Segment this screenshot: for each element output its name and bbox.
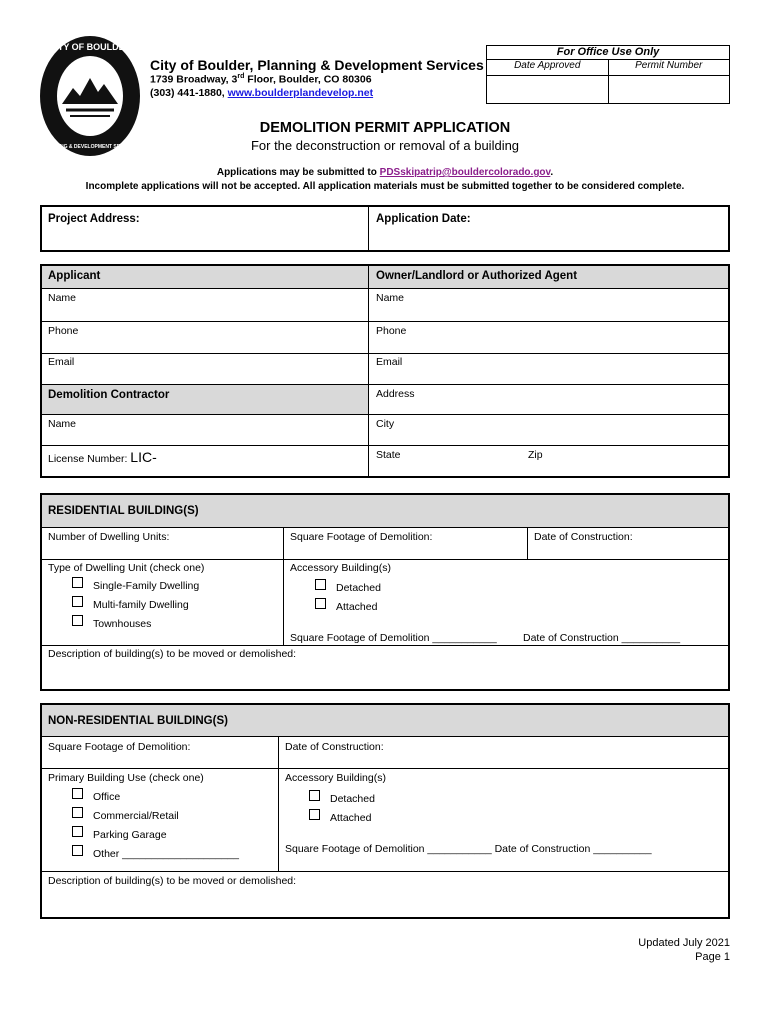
owner-state-field[interactable]: State: [376, 449, 401, 461]
permit-number-label: Permit Number: [609, 60, 730, 76]
website-link[interactable]: www.boulderplandevelop.net: [227, 87, 374, 99]
license-prefix: LIC-: [130, 449, 157, 465]
townhouses-label: Townhouses: [93, 618, 152, 630]
single-family-checkbox[interactable]: [72, 577, 83, 588]
form-subtitle: For the deconstruction or removal of a building: [250, 138, 520, 153]
owner-zip-field[interactable]: Zip: [528, 449, 543, 461]
res-accessory-sq-field[interactable]: Square Footage of Demolition ___________: [290, 632, 497, 644]
form-title: DEMOLITION PERMIT APPLICATION: [259, 120, 511, 136]
other-use-checkbox[interactable]: [72, 845, 83, 856]
applicant-email-field[interactable]: Email: [48, 356, 75, 368]
applicant-header: Applicant: [48, 270, 101, 282]
nonres-detached-checkbox[interactable]: [309, 790, 320, 801]
office-checkbox[interactable]: [72, 788, 83, 799]
logo-text-top: CITY OF BOULDER: [48, 42, 132, 52]
parking-garage-label: Parking Garage: [93, 829, 167, 841]
office-use-title: For Office Use Only: [487, 46, 729, 60]
date-approved-label: Date Approved: [487, 60, 608, 76]
owner-address-field[interactable]: Address: [376, 388, 415, 400]
res-date-construction-field[interactable]: Date of Construction:: [534, 531, 633, 543]
project-address-label: Project Address:: [48, 213, 140, 225]
nonresidential-section: [40, 703, 730, 919]
office-label: Office: [93, 791, 121, 803]
org-address: 1739 Broadway, 3rd Floor, Boulder, CO 80306: [150, 73, 372, 86]
applicant-name-field[interactable]: Name: [48, 292, 77, 304]
residential-header: RESIDENTIAL BUILDING(S): [48, 505, 199, 517]
multi-family-label: Multi-family Dwelling: [93, 599, 189, 611]
submit-instructions: Applications may be submitted to PDSskipatrip@bouldercolorado.gov.: [216, 167, 554, 178]
commercial-retail-checkbox[interactable]: [72, 807, 83, 818]
townhouses-checkbox[interactable]: [72, 615, 83, 626]
contractor-license-field[interactable]: License Number: LIC-: [48, 449, 157, 465]
building-use-label: Primary Building Use (check one): [48, 772, 204, 784]
owner-phone-field[interactable]: Phone: [376, 325, 407, 337]
res-detached-checkbox[interactable]: [315, 579, 326, 590]
other-use-field[interactable]: Other ____________________: [93, 848, 239, 860]
dwelling-units-field[interactable]: Number of Dwelling Units:: [48, 531, 170, 543]
owner-city-field[interactable]: City: [376, 418, 395, 430]
res-attached-label: Attached: [336, 601, 378, 613]
applicant-owner-section: [40, 264, 730, 478]
single-family-label: Single-Family Dwelling: [93, 580, 200, 592]
dwelling-type-label: Type of Dwelling Unit (check one): [48, 562, 205, 574]
commercial-retail-label: Commercial/Retail: [93, 810, 179, 822]
res-attached-checkbox[interactable]: [315, 598, 326, 609]
res-description-label: Description of building(s) to be moved or demolished:: [48, 648, 297, 660]
owner-name-field[interactable]: Name: [376, 292, 405, 304]
nonres-detached-label: Detached: [330, 793, 375, 805]
org-name: City of Boulder, Planning & Development Services: [150, 57, 484, 73]
nonres-description-field[interactable]: [44, 889, 724, 915]
residential-section: [40, 493, 730, 691]
project-address-field[interactable]: [44, 229, 364, 249]
owner-email-field[interactable]: Email: [376, 356, 403, 368]
submit-email-link[interactable]: PDSskipatrip@bouldercolorado.gov: [379, 167, 551, 178]
owner-header: Owner/Landlord or Authorized Agent: [376, 270, 578, 282]
res-sq-footage-field[interactable]: Square Footage of Demolition:: [290, 531, 433, 543]
nonres-accessory-line[interactable]: Square Footage of Demolition ___________ Date of Construction __________: [285, 843, 652, 855]
applicant-phone-field[interactable]: Phone: [48, 325, 79, 337]
nonres-description-label: Description of building(s) to be moved or demolished:: [48, 875, 297, 887]
res-description-field[interactable]: [44, 661, 724, 687]
updated-date: Updated July 2021: [638, 937, 730, 949]
nonres-attached-checkbox[interactable]: [309, 809, 320, 820]
office-use-box: [486, 45, 730, 104]
page-number: Page 1: [695, 951, 730, 963]
res-accessory-label: Accessory Building(s): [290, 562, 391, 574]
date-approved-cell[interactable]: [487, 60, 608, 104]
completeness-notice: Incomplete applications will not be accepted. All application materials must be submitted together to be considered complete.: [85, 181, 685, 192]
permit-number-cell[interactable]: [608, 60, 730, 104]
project-section: [40, 205, 730, 252]
res-accessory-date-field[interactable]: Date of Construction __________: [523, 632, 681, 644]
contractor-header: Demolition Contractor: [48, 389, 170, 401]
nonres-sq-footage-field[interactable]: Square Footage of Demolition:: [48, 741, 191, 753]
logo-text-bottom: PLANNING & DEVELOPMENT SERVICES: [41, 144, 139, 150]
nonres-accessory-label: Accessory Building(s): [285, 772, 386, 784]
contractor-name-field[interactable]: Name: [48, 418, 77, 430]
res-detached-label: Detached: [336, 582, 381, 594]
nonresidential-header: NON-RESIDENTIAL BUILDING(S): [48, 715, 228, 727]
nonres-date-construction-field[interactable]: Date of Construction:: [285, 741, 384, 753]
multi-family-checkbox[interactable]: [72, 596, 83, 607]
org-contact: (303) 441-1880, www.boulderplandevelop.net: [150, 87, 374, 99]
nonres-attached-label: Attached: [330, 812, 372, 824]
parking-garage-checkbox[interactable]: [72, 826, 83, 837]
application-date-label: Application Date:: [376, 213, 471, 225]
application-date-field[interactable]: [372, 229, 722, 249]
